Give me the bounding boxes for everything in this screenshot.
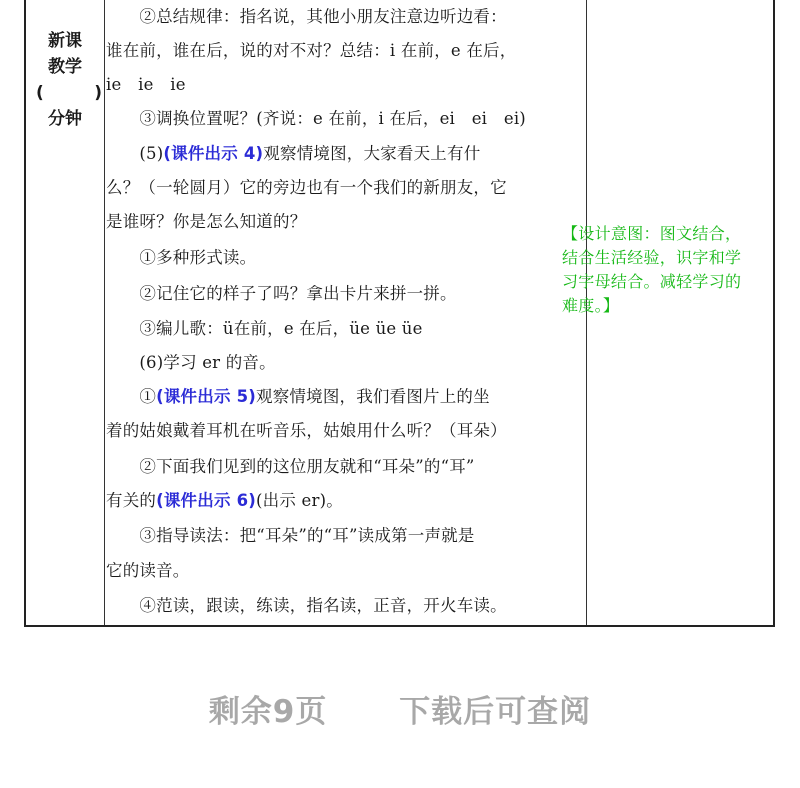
content-text: (5) — [106, 144, 164, 163]
content-line — [106, 489, 343, 513]
content-line: 谁在前，谁在后，说的对不对？总结：i 在前，e 在后， — [106, 41, 517, 60]
content-text: ① — [106, 387, 157, 406]
remaining-pages-text[interactable]: 剩余9页 — [208, 694, 328, 730]
courseware-ref: (课件出示 5) — [156, 387, 257, 406]
content-line: (6)学习 er 的音。 — [106, 353, 276, 372]
content-line: ③调换位置呢？(齐说：e 在前，i 在后，ei ei ei) — [106, 109, 526, 128]
download-prompt — [0, 686, 800, 731]
content-line: ④范读，跟读，练读，指名读，正音，开火车读。 — [106, 596, 507, 615]
courseware-ref: (课件出示 4) — [163, 144, 264, 163]
content-line: 着的姑娘戴着耳机在听音乐，姑娘用什么听？（耳朵） — [106, 421, 507, 440]
content-line: 它的读音。 — [106, 561, 190, 580]
content-text: 观察情境图，大家看天上有什 — [263, 144, 481, 163]
content-line: ②总结规律：指名说，其他小朋友注意边听边看： — [106, 7, 507, 26]
content-text: 有关的 — [106, 491, 157, 510]
minutes-blank — [26, 80, 104, 106]
content-line: ②记住它的样子了吗？拿出卡片来拼一拼。 — [106, 284, 457, 303]
section-label-line: 分钟 — [48, 109, 82, 129]
paren-right: ) — [94, 83, 102, 103]
column-divider — [104, 0, 105, 625]
content-line: 是谁呀？你是怎么知道的？ — [106, 212, 307, 231]
section-label-line: 教学 — [48, 57, 82, 77]
content-line: ie ie ie — [106, 75, 186, 94]
courseware-ref: (课件出示 6) — [156, 491, 257, 510]
content-line: ①多种形式读。 — [106, 248, 257, 267]
section-label-line: 新课 — [48, 31, 82, 51]
content-text: 观察情境图，我们看图片上的坐 — [256, 387, 490, 406]
content-line — [106, 385, 490, 409]
content-line: ②下面我们见到的这位朋友就和“耳朵”的“耳” — [106, 457, 475, 476]
content-line: ③指导读法：把“耳朵”的“耳”读成第一声就是 — [106, 526, 475, 545]
design-intent-note: 【设计意图：图文结合，结合生活经验，识字和学习字母结合。减轻学习的难度。】 — [562, 224, 742, 315]
download-to-view-text[interactable]: 下载后可查阅 — [399, 694, 592, 730]
content-text: (出示 er)。 — [256, 491, 343, 510]
paren-left: ( — [36, 83, 44, 103]
content-line: ③编儿歌：ü在前，e 在后，üe üe üe — [106, 319, 423, 338]
content-line — [106, 142, 480, 166]
content-line: 么？（一轮圆月）它的旁边也有一个我们的新朋友，它 — [106, 178, 507, 197]
section-label — [26, 28, 104, 132]
